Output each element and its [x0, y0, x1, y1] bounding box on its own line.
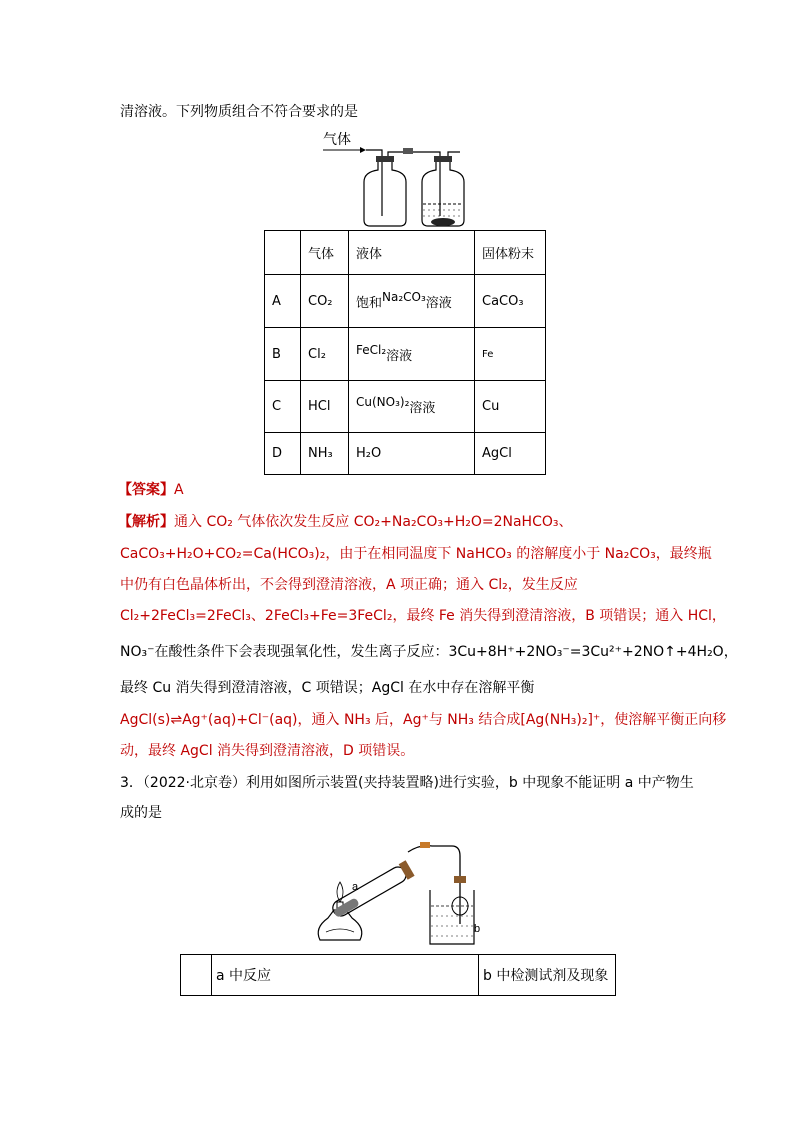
gas-cell: Cl₂	[301, 328, 349, 381]
answer-line	[118, 480, 184, 500]
table-header-row	[181, 955, 616, 996]
option-cell: D	[265, 433, 301, 475]
analysis-line-4: Cl₂+2FeCl₃=2FeCl₃、2FeCl₃+Fe=3FeCl₂，最终 Fe 消失得到澄清溶液，B 项错误；通入 HCl，	[120, 608, 726, 624]
header-cell: b 中检测试剂及现象	[479, 955, 616, 996]
header-cell: 液体	[349, 231, 475, 275]
liquid-cell: 饱和Na₂CO₃溶液	[349, 275, 475, 328]
table-row	[265, 328, 546, 381]
gas-bottles-figure	[320, 128, 480, 230]
liquid-cell: H₂O	[349, 433, 475, 475]
gas-cell: HCl	[301, 381, 349, 433]
label-b: b	[474, 923, 481, 935]
label-a: a	[352, 881, 359, 893]
intro-text: 清溶液。下列物质组合不符合要求的是	[120, 104, 358, 120]
header-cell	[265, 231, 301, 275]
header-cell: a 中反应	[212, 955, 479, 996]
question-3-line-1: 3．（2022·北京卷）利用如图所示装置(夹持装置略)进行实验，b 中现象不能证明 a 中产物生	[120, 775, 694, 791]
answer-label: 【答案】	[118, 482, 174, 498]
table-row	[265, 433, 546, 475]
gas-label: 气体	[323, 131, 351, 147]
reagent-table	[264, 230, 546, 475]
analysis-label: 【解析】	[118, 514, 174, 530]
solid-cell: AgCl	[475, 433, 546, 475]
analysis-line-6: 最终 Cu 消失得到澄清溶液，C 项错误；AgCl 在水中存在溶解平衡	[120, 680, 535, 696]
liquid-cell: Cu(NO₃)₂溶液	[349, 381, 475, 433]
liquid-cell: FeCl₂溶液	[349, 328, 475, 381]
analysis-line-3: 中仍有白色晶体析出，不会得到澄清溶液，A 项正确；通入 Cl₂，发生反应	[120, 577, 578, 593]
option-cell: C	[265, 381, 301, 433]
analysis-line-1: 【解析】通入 CO₂ 气体依次发生反应 CO₂+Na₂CO₃+H₂O=2NaHCO₃、	[118, 514, 573, 530]
solid-cell: CaCO₃	[475, 275, 546, 328]
option-cell: A	[265, 275, 301, 328]
table-header-row	[265, 231, 546, 275]
table-row	[265, 275, 546, 328]
table-row	[265, 381, 546, 433]
analysis-line-5: NO₃⁻在酸性条件下会表现强氧化性，发生离子反应：3Cu+8H⁺+2NO₃⁻=3Cu²⁺+2NO↑+4H₂O，	[120, 644, 738, 660]
header-cell	[181, 955, 212, 996]
header-cell: 气体	[301, 231, 349, 275]
gas-cell: NH₃	[301, 433, 349, 475]
nitrate-ion: NO₃⁻	[535, 644, 570, 660]
solid-cell: Cu	[475, 381, 546, 433]
option-cell: B	[265, 328, 301, 381]
header-cell: 固体粉末	[475, 231, 546, 275]
gas-cell: CO₂	[301, 275, 349, 328]
experiment-table	[180, 954, 616, 996]
analysis-line-7: AgCl(s)⇌Ag⁺(aq)+Cl⁻(aq)，通入 NH₃ 后，Ag⁺与 NH₃ 结合成[Ag(NH₃)₂]⁺，使溶解平衡正向移	[120, 712, 727, 728]
nitrate-ion: NO₃⁻	[120, 644, 155, 660]
analysis-line-2: CaCO₃+H₂O+CO₂=Ca(HCO₃)₂，由于在相同温度下 NaHCO₃ 的溶解度小于 Na₂CO₃，最终瓶	[120, 546, 712, 562]
analysis-line-8: 动，最终 AgCl 消失得到澄清溶液，D 项错误。	[120, 743, 415, 759]
heating-apparatus-figure	[312, 832, 492, 948]
solid-cell: Fe	[475, 328, 546, 381]
question-3-line-2: 成的是	[120, 805, 162, 821]
answer-value: A	[174, 482, 184, 498]
